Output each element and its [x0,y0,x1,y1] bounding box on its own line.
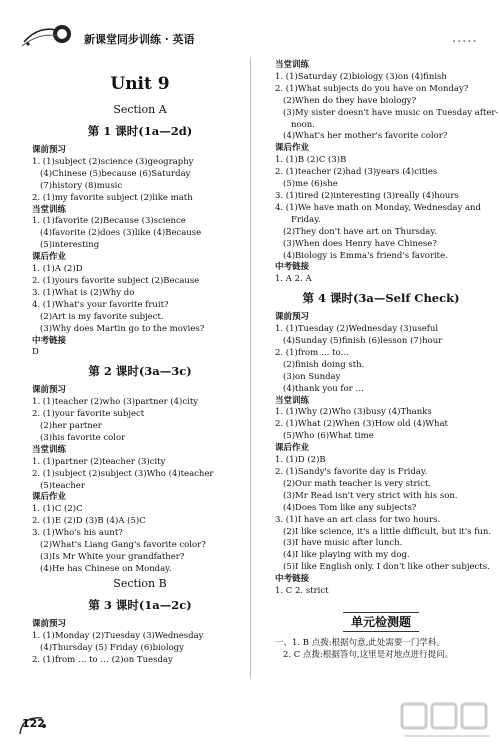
page-number: 122 [22,717,45,730]
answer-line: (4)Sunday (5)finish (6)lesson (7)hour [283,336,443,347]
left-column [32,60,248,666]
answer-line: 3. (1)Who's his aunt? [32,528,123,539]
subsection-label: 当堂训练 [32,204,67,215]
subsection-label: 课后作业 [275,443,310,454]
subsection-label: 当堂训练 [32,444,67,455]
subsection-label: 中考链接 [275,262,310,273]
answer-line: 3. (1)I have an art class for two hours. [275,514,441,525]
answer-line: (7)history (8)music [40,180,123,191]
answer-line: 2. (1)subject (2)subject (3)Who (4)teacher [32,468,214,479]
answer-line: (3)his favorite color [40,432,126,443]
answer-line: (3)My sister doesn't have music on Tuesday after- [283,107,499,118]
subsection-label: 课前预习 [275,312,310,323]
watermark-logo-icon [400,700,495,740]
answer-line: 4. (1)What's your favorite fruit? [32,299,169,310]
answer-line: 1. (1)Why (2)Who (3)busy (4)Thanks [275,407,432,418]
subsection-label: 中考链接 [275,574,310,585]
answer-line: 1. (1)B (2)C (3)B [275,155,347,166]
answer-line: Friday. [291,214,321,225]
answer-line: 1. (1)D (2)B [275,455,326,466]
subsection-label: 课后作业 [32,492,67,503]
answer-line: 2. (1)yours favorite subject (2)Because [32,275,200,286]
answer-line: 1. (1)A (2)D [32,264,83,275]
answer-line: (2)finish doing sth. [283,359,365,370]
answer-line: 1. (1)C (2)C [32,504,83,515]
answer-line: (4)Chinese (5)because (6)Saturday [40,168,191,179]
answer-line: (2)What's Liang Gang's favorite color? [40,540,206,551]
lesson-heading: 第 2 课时(3a—3c) [88,364,192,379]
answer-line: 1. (1)Tuesday (2)Wednesday (3)useful [275,324,439,335]
lesson-heading: 第 3 课时(1a—2c) [88,597,192,612]
answer-line: (2)her partner [40,421,102,432]
subsection-label: 课后作业 [32,252,67,263]
page-header [0,0,500,50]
answer-line: 2. C 点拨:根据答句,这里是对地点进行提问。 [283,649,454,660]
answer-line: (3)Why does Martin go to the movies? [40,323,205,334]
answer-line: (4)favorite (2)does (3)like (4)Because [40,228,202,239]
answer-line: 2. (1)your favorite subject [32,409,145,420]
answer-line: 1. (1)Monday (2)Tuesday (3)Wednesday [32,630,204,641]
answer-line: (4)Biology is Emma's friend's favorite. [283,250,448,261]
answer-line: (2)When do they have biology? [283,95,417,106]
section-heading: Section B [113,576,167,590]
answer-line: (4)He has Chinese on Monday. [40,563,172,574]
answer-line: 2. (1)What (2)When (3)How old (4)What [275,419,448,430]
answer-line: (5)me (6)she [283,179,338,190]
answer-line: (2)Art is my favorite subject. [40,311,164,322]
subsection-label: 课前预习 [32,385,67,396]
answer-line: 1. (1)partner (2)teacher (3)city [32,456,166,467]
answer-line: (3)on Sunday [283,371,341,382]
answer-line: 1. (1)teacher (2)who (3)partner (4)city [32,397,199,408]
unit-test-heading-text: 单元检测题 [343,612,419,632]
answer-line: 1. A 2. A [275,274,312,285]
answer-line: 一、1. B 点拨:根据句意,此处需要一门学科。 [275,637,445,648]
unit-title: Unit 9 [110,74,170,94]
answer-line: (4)Thursday (5) Friday (6)biology [40,642,184,653]
subsection-label: 当堂训练 [275,395,310,406]
answer-line: 2. (1)teacher (2)had (3)years (4)cities [275,167,438,178]
answer-line: (5)interesting [40,240,100,251]
answer-line: (3)I have music after lunch. [283,538,403,549]
answer-line: (3)Mr Read isn't very strict with his son. [283,490,458,501]
unit-test-heading [275,612,487,632]
answer-line: 2. (1)from … to… [275,347,350,358]
answer-line: (5)teacher [40,480,85,491]
series-title: 新课堂同步训练 · 英语 [84,33,195,46]
answer-line: (2)They don't have art on Thursday. [283,226,437,237]
header-dots: ••••• [452,38,478,46]
lesson-heading: 第 4 课时(3a—Self Check) [302,291,460,306]
answer-line: (5)Who (6)What time [283,431,374,442]
answer-line: (4)What's her mother's favorite color? [283,131,448,142]
right-column [275,60,499,662]
subsection-label: 课前预习 [32,618,67,629]
answer-line: (4)Does Tom like any subjects? [283,502,417,513]
column-divider [250,58,251,678]
answer-line: 4. (1)We have math on Monday, Wednesday and [275,202,481,213]
answer-line: (5)I like English only. I don't like other subjects. [283,562,490,573]
answer-line: (3)Is Mr White your grandfather? [40,552,185,562]
answer-line: D [32,347,39,358]
lesson-heading: 第 1 课时(1a—2d) [87,124,193,138]
answer-line: (4)thank you for … [283,383,364,394]
answer-line: 3. (1)What is (2)Why do [32,287,135,298]
subsection-label: 课后作业 [275,143,310,154]
answer-line: noon. [291,119,315,130]
answer-line: 1. (1)favorite (2)Because (3)science [32,216,186,227]
answer-line: 2. (1)E (2)D (3)B (4)A (5)C [32,516,146,527]
answer-line: (4)I like playing with my dog. [283,550,410,561]
answer-line: 3. (1)tired (2)interesting (3)really (4)hours [275,190,459,201]
book-logo-icon [18,22,74,48]
answer-line: (2)I like science, it's a little difficult, but it's fun. [283,526,492,537]
subsection-label: 当堂训练 [275,60,310,70]
subsection-label: 课前预习 [32,145,67,155]
answer-line: (2)Our math teacher is very strict. [283,478,432,489]
answer-line: 2. (1)my favorite subject (2)like math [32,192,193,203]
answer-line: 1. (1)subject (2)science (3)geography [32,156,194,167]
answer-line: 2. (1)from … to … (2)on Tuesday [32,654,173,665]
answer-line: (3)When does Henry have Chinese? [283,238,437,249]
answer-line: 1. C 2. strict [275,586,329,597]
section-heading: Section A [113,103,167,116]
answer-line: 2. (1)Sandy's favorite day is Friday. [275,467,428,477]
answer-line: 2. (1)What subjects do you have on Monday? [275,83,469,94]
answer-line: 1. (1)Saturday (2)biology (3)on (4)finish [275,71,447,82]
subsection-label: 中考链接 [32,335,67,346]
